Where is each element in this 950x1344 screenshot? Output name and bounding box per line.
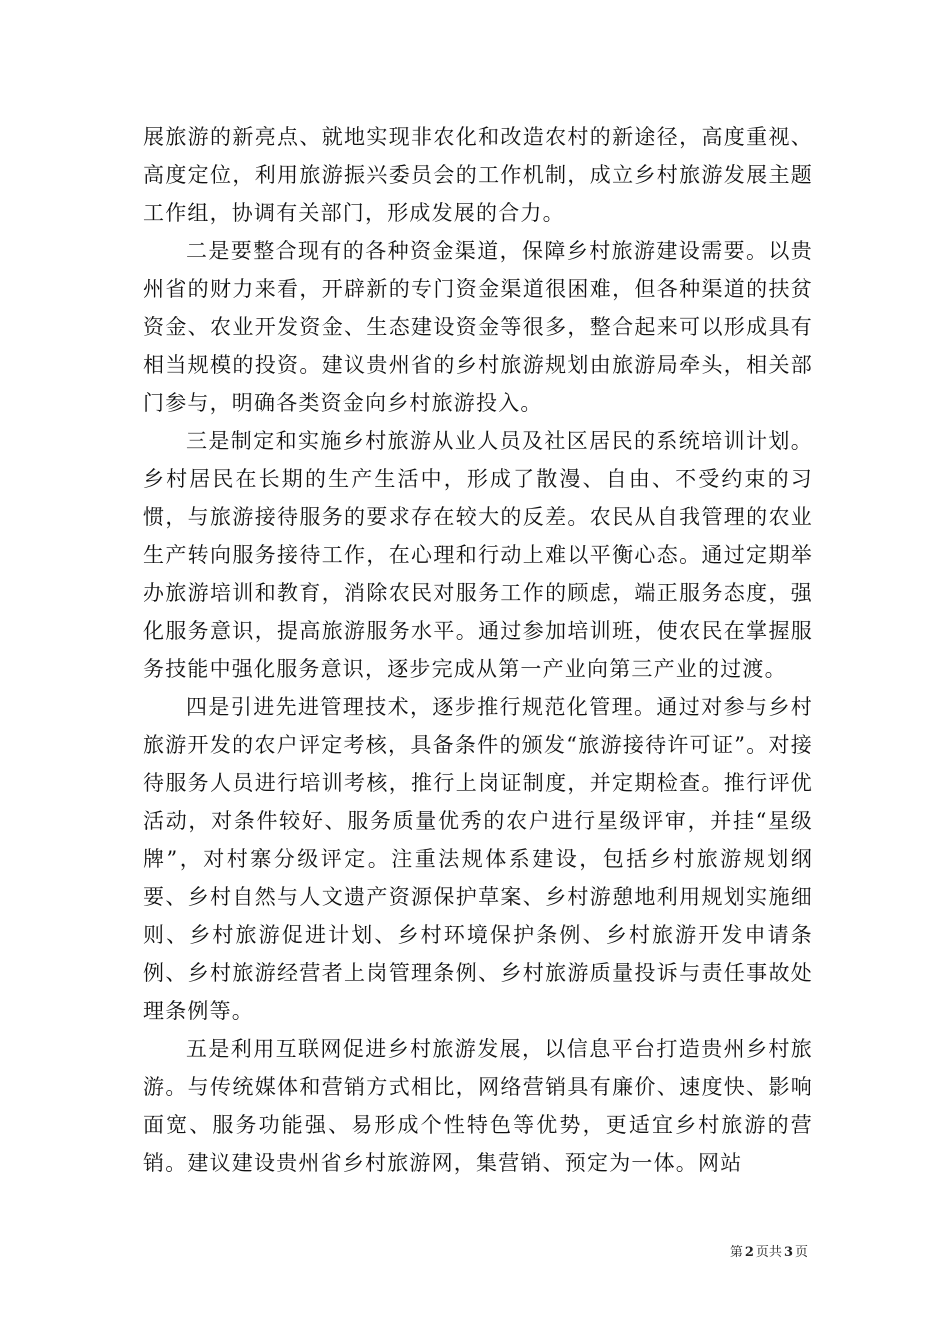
paragraph-continuation: 展旅游的新亮点、就地实现非农化和改造农村的新途径，高度重视、高度定位，利用旅游振兴委员会的工作机制，成立乡村旅游发展主题工作组，协调有关部门，形成发展的合力。	[143, 125, 813, 225]
footer-middle: 页共	[755, 1245, 782, 1260]
current-page-number: 2	[744, 1245, 754, 1260]
paragraph-funding-channels: 二是要整合现有的各种资金渠道，保障乡村旅游建设需要。以贵州省的财力来看，开辟新的专门资金渠道很困难，但各种渠道的扶贫资金、农业开发资金、生态建设资金等很多，整合起来可以形成具有相当规模的投资。建议贵州省的乡村旅游规划由旅游局牵头，相关部门参与，明确各类资金向乡村旅游投入。	[143, 239, 813, 415]
paragraph-training-plan: 三是制定和实施乡村旅游从业人员及社区居民的系统培训计划。乡村居民在长期的生产生活中，形成了散漫、自由、不受约束的习惯，与旅游接待服务的要求存在较大的反差。农民从自我管理的农业生产转向服务接待工作，在心理和行动上难以平衡心态。通过定期举办旅游培训和教育，消除农民对服务工作的顾虑，端正服务态度，强化服务意识，提高旅游服务水平。通过参加培训班，使农民在掌握服务技能中强化服务意识，逐步完成从第一产业向第三产业的过渡。	[143, 429, 813, 681]
page-number-footer	[730, 1244, 808, 1262]
paragraph-management: 四是引进先进管理技术，逐步推行规范化管理。通过对参与乡村旅游开发的农户评定考核，具备条件的颁发“旅游接待许可证”。对接待服务人员进行培训考核，推行上岗证制度，并定期检查。推行评优活动，对条件较好、服务质量优秀的农户进行星级评审，并挂“星级牌”，对村寨分级评定。注重法规体系建设，包括乡村旅游规划纲要、乡村自然与人文遗产资源保护草案、乡村游憩地利用规划实施细则、乡村旅游促进计划、乡村环境保护条例、乡村旅游开发申请条例、乡村旅游经营者上岗管理条例、乡村旅游质量投诉与责任事故处理条例等。	[143, 695, 813, 1023]
body-text	[143, 118, 813, 1182]
footer-prefix: 第	[729, 1245, 743, 1260]
footer-suffix: 页	[794, 1245, 808, 1260]
total-page-number: 3	[783, 1245, 793, 1260]
paragraph-internet: 五是利用互联网促进乡村旅游发展，以信息平台打造贵州乡村旅游。与传统媒体和营销方式相比，网络营销具有廉价、速度快、影响面宽、服务功能强、易形成个性特色等优势，更适宜乡村旅游的营销。建议建设贵州省乡村旅游网，集营销、预定为一体。网站	[143, 1037, 813, 1175]
